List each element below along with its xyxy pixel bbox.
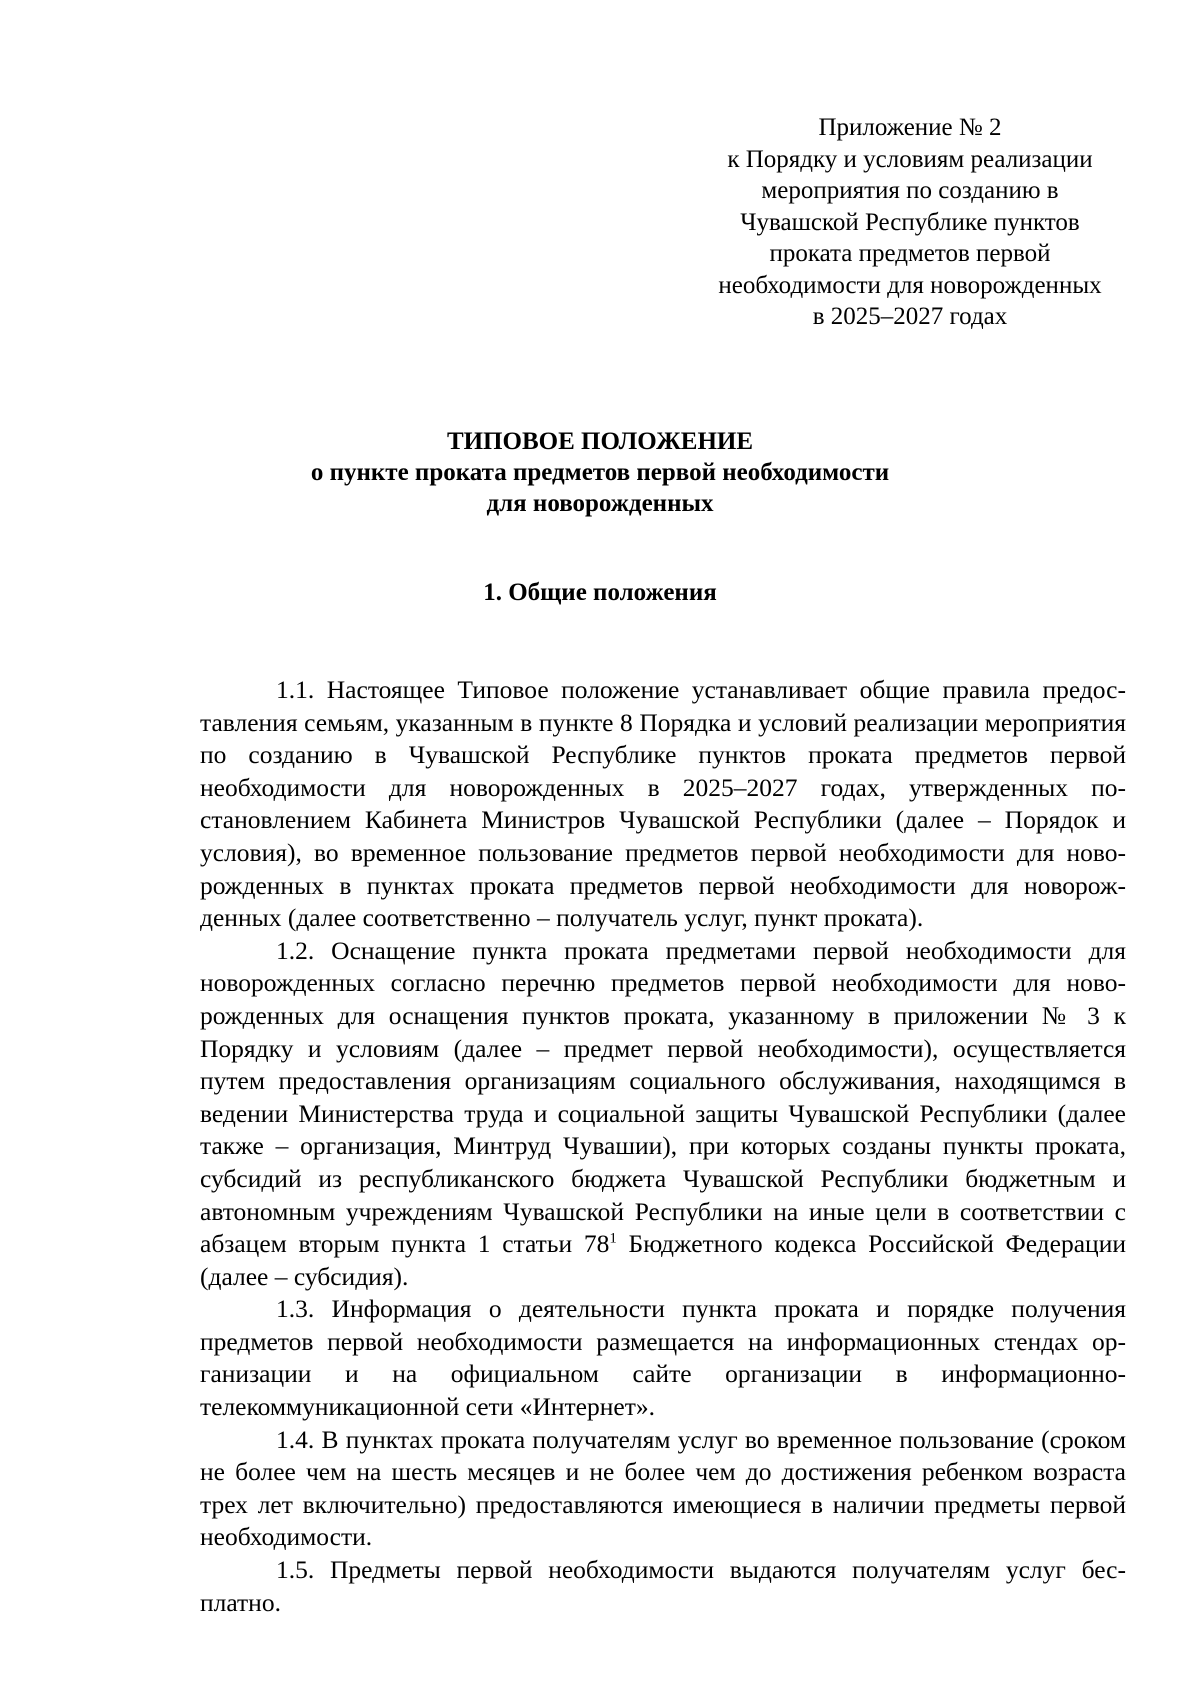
appendix-line: мероприятия по созданию в xyxy=(761,177,1059,204)
appendix-line: в 2025–2027 годах xyxy=(812,303,1008,330)
appendix-line: проката предметов первой xyxy=(769,240,1051,267)
paragraph-1-1: 1.1. Настоящее Типовое положение устанавливает общие правила предоставления семьям, указанным в пункте 8 Порядка и условий реализации мероприятия по созданию в Чувашской Республике пунктов проката предметов первой необходимости для новорожденных в 2025–2027 годах, утвержденных постановлением Кабинета Министров Чувашской Республики (далее – Порядок и условия), во временное пользование предметов первой необходимости для новорожденных в пунктах проката предметов первой необходимости для новорожденных (далее соответственно – получатель услуг, пункт проката). xyxy=(200,675,1126,933)
document-title xyxy=(0,426,1200,519)
paragraph-1-2 xyxy=(200,935,1126,1294)
title-line-3: для новорожденных xyxy=(486,490,714,517)
paragraph-1-2-text-end: Бюджетного кодекса Российской Федерации (далее – субсидия). xyxy=(200,1229,1126,1291)
appendix-line: к Порядку и условиям реализации xyxy=(727,145,1093,173)
paragraph-1-2-text: 1.2. Оснащение пункта проката предметами первой необходимости для новорожденных согласно перечню предметов первой необходимости для новорожденных для оснащения пунктов проката, указанному в приложении № 3 к Порядку и условиям (далее – предмет первой необходимости), осуществляется путем предоставления организациям социального обслуживания, находящимся в ведении Министерства труда и социальной защиты Чувашской Республики (далее также – организация, Минтруд Чувашии), при которых созданы пункты проката, субсидий из республиканского бюджета Чувашской Республики бюджетным и автономным учреждениям Чувашской Республики на иные цели в соответствии с абзацем вторым пункта 1 статьи 78 xyxy=(200,935,1126,1259)
appendix-reference xyxy=(690,112,1130,333)
appendix-line: Чувашской Республике пунктов xyxy=(740,208,1080,236)
title-main: ТИПОВОЕ ПОЛОЖЕНИЕ xyxy=(446,428,754,455)
paragraph-1-4: 1.4. В пунктах проката получателям услуг во временное пользование (сроком не более чем на шесть месяцев и не более чем до достижения ребенком возраста трех лет включительно) предоставляются имеющиеся в наличии предметы первой необходимости. xyxy=(200,1424,1126,1552)
appendix-line: необходимости для новорожденных xyxy=(718,271,1102,299)
paragraph-1-5: 1.5. Предметы первой необходимости выдаются получателям услуг бесплатно. xyxy=(200,1555,1126,1617)
title-line-2: о пункте проката предметов первой необходимости xyxy=(310,459,890,486)
article-superscript: 1 xyxy=(609,1230,617,1247)
section-heading: 1. Общие положения xyxy=(483,579,717,606)
appendix-line: Приложение № 2 xyxy=(818,114,1002,141)
paragraph-1-3: 1.3. Информация о деятельности пункта проката и порядке получения предметов первой необходимости размещается на информационных стендах организации и на официальном сайте организации в информационно-телекоммуникационной сети «Интернет». xyxy=(200,1294,1126,1422)
section-body xyxy=(200,674,1126,1619)
